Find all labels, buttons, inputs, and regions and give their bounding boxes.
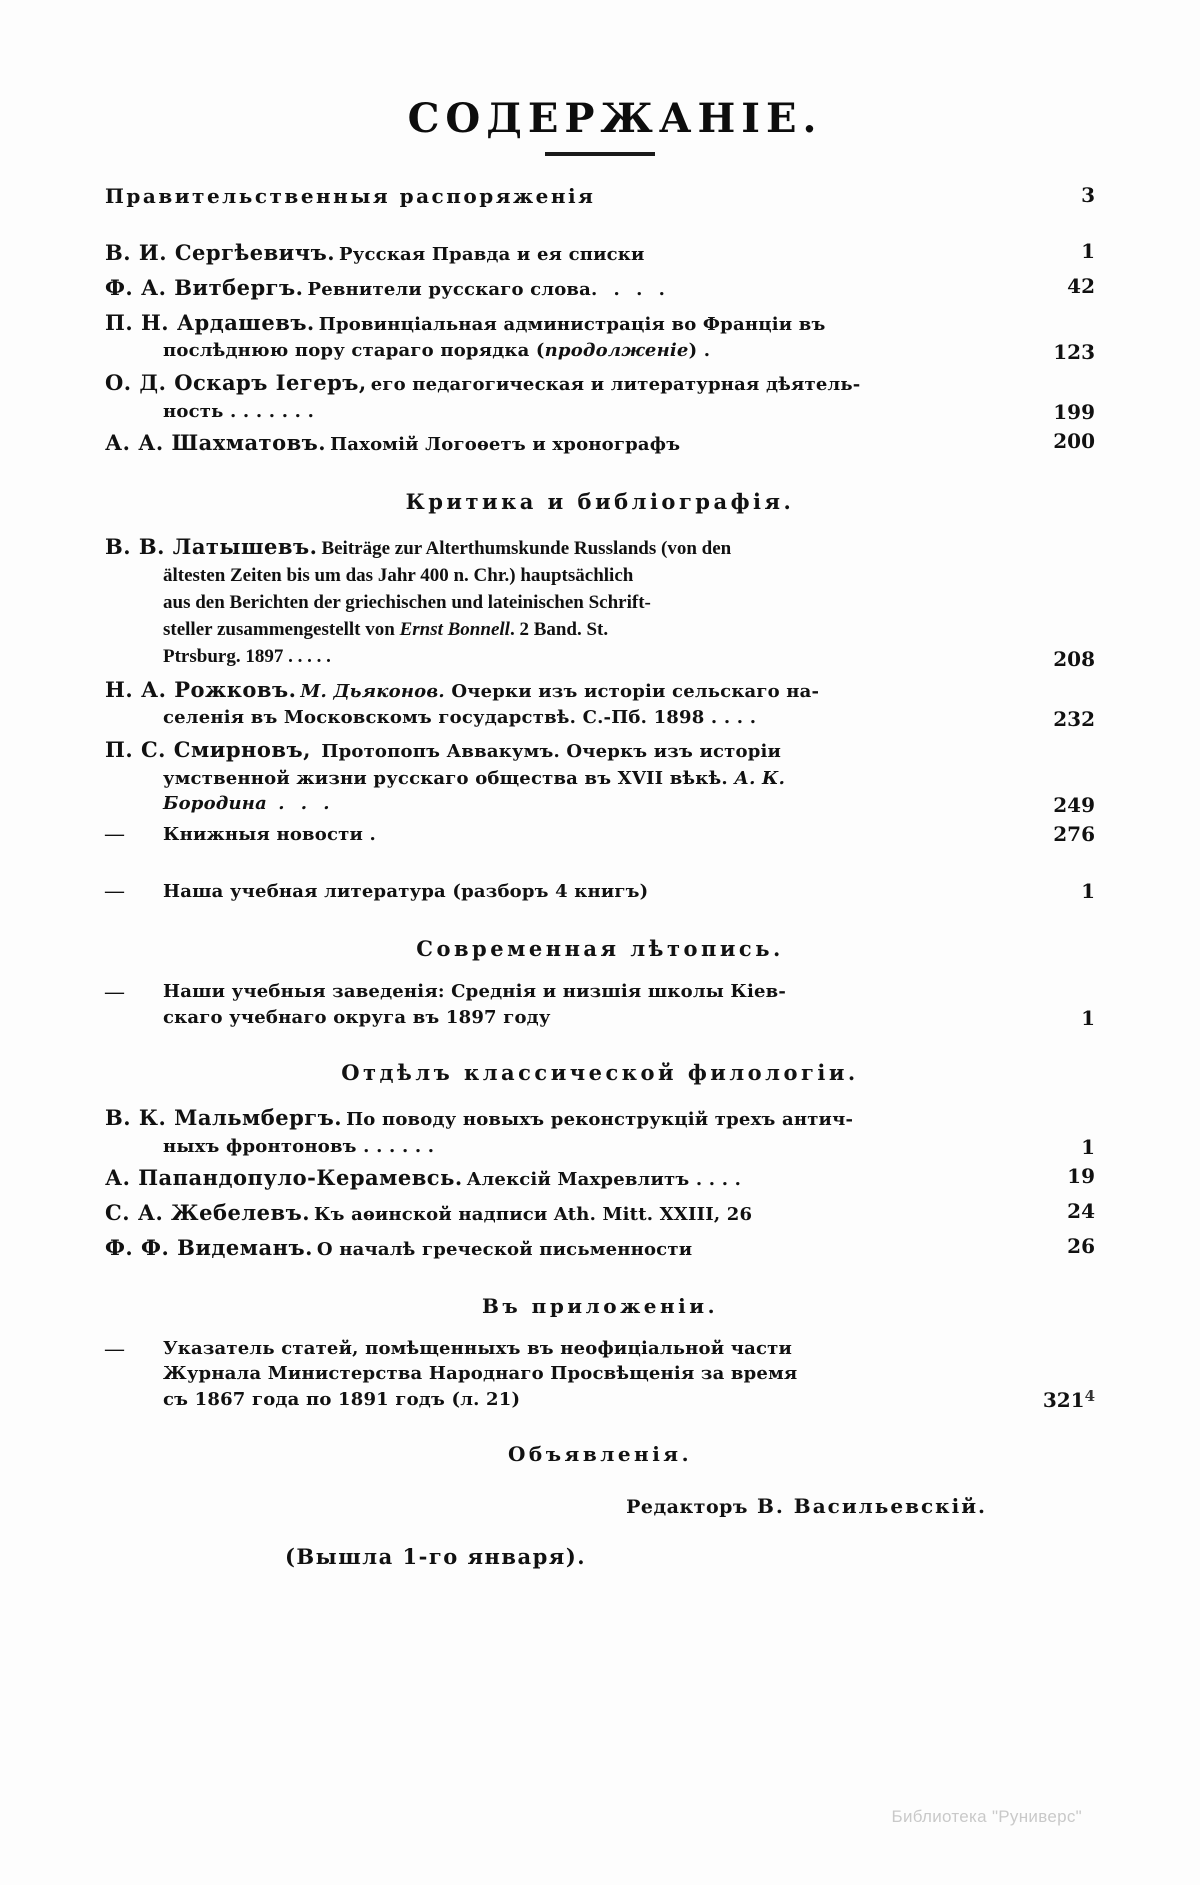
- entry-author: О. Д. Оскаръ Іегеръ,: [105, 370, 367, 395]
- entry-author: А. А. Шахматовъ.: [105, 430, 327, 456]
- entry-page-number: 3: [1081, 183, 1095, 207]
- entry-description: О началѣ греческой письменности: [316, 1238, 693, 1260]
- entry-body: [105, 1336, 1025, 1413]
- dash-icon: —: [105, 1338, 124, 1360]
- entry-description-line2: скаго учебнаго округа въ 1897 году: [163, 1006, 551, 1028]
- entry-description: Пахомій Логоѳетъ и хронографъ: [330, 434, 681, 456]
- entry-description-line2: ныхъ фронтоновъ . . . . . .: [163, 1135, 435, 1157]
- spacer: [105, 852, 1095, 878]
- entry-body: [105, 735, 1025, 817]
- page-title: СОДЕРЖАНІЕ.: [407, 95, 823, 142]
- section-heading-classical: Отдѣлъ классической филологіи.: [341, 1060, 859, 1086]
- entry-description-line4b: . 2 Band. St.: [509, 618, 609, 640]
- entry-page-number: 26: [1067, 1233, 1095, 1258]
- entry-description-cont: [105, 338, 1009, 364]
- entry-page-number: 1: [1081, 879, 1095, 904]
- entry-description: его педагогическая и литературная дѣятель-: [370, 374, 861, 395]
- entry-body: [105, 675, 1025, 731]
- entry-author: П. Н. Ардашевъ.: [105, 309, 315, 335]
- entry-author: В. К. Мальмбергъ.: [105, 1105, 343, 1131]
- entry-body: [105, 428, 1025, 459]
- entry-description-line3: [105, 791, 1009, 817]
- entry-description-line2a: умственной жизни русскаго общества въ XVII вѣкѣ.: [163, 767, 735, 789]
- entry-description-line2: ältesten Zeiten bis um das Jahr 400 n. Chr.) hauptsächlich: [163, 564, 634, 586]
- entry-description-line2: Журнала Министерства Народнаго Просвѣщенія за время: [163, 1363, 798, 1385]
- toc-entry: [105, 428, 1095, 459]
- entry-description-line4a: steller zusammengestellt von: [163, 618, 400, 640]
- entry-body: [105, 308, 1025, 364]
- table-of-contents: [105, 95, 1095, 1569]
- section-heading-appendix: Въ приложеніи.: [481, 1293, 719, 1318]
- entry-description-line3: aus den Berichten der griechischen und lateinischen Schrift-: [163, 591, 651, 613]
- entry-page-number-value: 321: [1042, 1388, 1085, 1413]
- toc-entry-chronicle: [105, 979, 1095, 1030]
- entry-author: Н. А. Рожковъ.: [105, 676, 297, 702]
- library-watermark: Библиотека "Руниверс": [891, 1807, 1082, 1826]
- entry-body: [105, 1103, 1025, 1159]
- entry-author: С. А. Жебелевъ.: [105, 1200, 311, 1226]
- entry-body: [105, 878, 1025, 906]
- entry-description: Книжныя новости .: [163, 823, 376, 845]
- entry-description-line2: послѣднюю пору стараго порядка (: [163, 340, 545, 362]
- toc-entry: [105, 273, 1095, 304]
- entry-page-number: 19: [1067, 1164, 1095, 1189]
- entry-description-line2: [105, 766, 1009, 792]
- entry-author: Ф. Ф. Видеманъ.: [105, 1234, 313, 1260]
- dash-icon: —: [105, 982, 124, 1004]
- entry-description-italic: продолженіе: [544, 340, 689, 362]
- toc-entry: [105, 368, 1095, 424]
- entry-body: [105, 1198, 1025, 1229]
- entry-author: Ф. А. Витбергъ.: [105, 275, 304, 301]
- toc-entry: [105, 675, 1095, 731]
- entry-description-line1: Наши учебныя заведенія: Среднія и низшія школы Кіев-: [163, 981, 787, 1003]
- entry-description: Beiträge zur Alterthumskunde Russlands (von den: [321, 537, 732, 559]
- entry-page-number: 200: [1053, 429, 1095, 454]
- entry-description-line5: Ptrsburg. 1897 . . . . .: [163, 645, 331, 667]
- entry-body: [105, 238, 1025, 269]
- entry-body: [105, 273, 1025, 304]
- entry-body: [105, 821, 1025, 849]
- dash-icon: —: [105, 823, 124, 845]
- entry-page-number: 249: [1053, 792, 1095, 817]
- main-entries-list: [105, 238, 1095, 459]
- entry-description-line2-end: ) .: [688, 340, 711, 362]
- entry-page-number: 276: [1053, 821, 1095, 846]
- entry-body: [105, 368, 1025, 424]
- entry-description: Протопопъ Аввакумъ. Очеркъ изъ исторіи: [314, 741, 782, 762]
- entry-description-italic-tail: А. К.: [734, 767, 786, 789]
- entry-page-number: [1025, 1387, 1095, 1412]
- toc-entry: [105, 1103, 1095, 1159]
- entry-page-number: 1: [1081, 1135, 1095, 1160]
- toc-entry-textbook-literature: [105, 878, 1095, 906]
- page-number-superscript: 4: [1084, 1387, 1095, 1406]
- toc-entry-appendix: [105, 1336, 1095, 1413]
- entry-description-line3: съ 1867 года по 1891 годъ (л. 21): [163, 1388, 521, 1410]
- issue-date-line: (Вышла 1-го января).: [285, 1544, 587, 1570]
- entry-leader-dots: . . .: [266, 793, 335, 815]
- criticism-entries-list: [105, 532, 1095, 849]
- entry-author: А. Папандопуло-Керамевсь.: [105, 1165, 463, 1191]
- entry-description: Русская Правда и ея списки: [339, 244, 645, 266]
- entry-description-line4: [105, 617, 1009, 644]
- entry-page-number: 1: [1081, 1006, 1095, 1031]
- entry-description: Провинціальная администрація во Франціи въ: [318, 313, 826, 335]
- entry-description: Очерки изъ исторіи сельскаго на-: [444, 680, 820, 702]
- government-section: [105, 182, 1095, 210]
- entry-author: В. В. Латышевъ.: [105, 533, 318, 559]
- entry-page-number: 123: [1053, 340, 1095, 364]
- dash-icon: —: [105, 881, 124, 903]
- classical-entries-list: [105, 1103, 1095, 1263]
- entry-body: [105, 532, 1025, 671]
- entry-description-italic-tail2: Бородина: [163, 793, 267, 815]
- entry-author: В. И. Сергѣевичъ.: [105, 240, 336, 266]
- section-heading-chronicle: Современная лѣтопись.: [416, 936, 784, 962]
- entry-author: П. С. Смирновъ,: [105, 737, 311, 762]
- editor-name: В. Васильевскій.: [756, 1494, 987, 1519]
- entry-description: Алексій Махревлитъ . . . .: [466, 1169, 742, 1191]
- toc-entry: [105, 1198, 1095, 1229]
- entry-body: [105, 979, 1025, 1030]
- entry-description: По поводу новыхъ реконструкцій трехъ антич-: [346, 1109, 854, 1131]
- toc-entry: [105, 1163, 1095, 1194]
- section-heading-criticism: Критика и библіографія.: [405, 488, 795, 514]
- entry-description: Наша учебная литература (разборъ 4 книгъ): [163, 881, 649, 903]
- entry-page-number: 208: [1053, 646, 1095, 671]
- entry-description-italic-lead: М. Дьяконов.: [300, 680, 445, 702]
- entry-leader-dots: . . . .: [591, 279, 670, 301]
- entry-description-line2: селенія въ Московскомъ государствѣ. С.-Пб. 1898 . . . .: [163, 707, 757, 729]
- entry-description-italic: Ernst Bonnell: [399, 618, 510, 640]
- entry-page-number: 1: [1081, 239, 1095, 264]
- entry-description-line1: Указатель статей, помѣщенныхъ въ неофиціальной части: [163, 1337, 793, 1359]
- toc-entry: [105, 532, 1095, 671]
- toc-entry-dash: [105, 821, 1095, 849]
- section-heading-announcements: Объявленія.: [507, 1442, 693, 1467]
- title-divider: [545, 152, 655, 156]
- editor-label: Редакторъ: [626, 1496, 748, 1519]
- entry-page-number: 24: [1067, 1199, 1095, 1224]
- entry-description: Ревнители русскаго слова: [307, 279, 592, 301]
- entry-page-number: 232: [1053, 707, 1095, 731]
- toc-entry: [105, 238, 1095, 269]
- toc-entry: [105, 308, 1095, 364]
- entry-label: Правительственныя распоряженія: [105, 184, 596, 208]
- editor-line: [105, 1494, 1095, 1518]
- entry-body: [105, 1163, 1025, 1194]
- entry-description-cont: ность . . . . . . .: [163, 400, 315, 422]
- toc-entry: [105, 735, 1095, 817]
- toc-entry: [105, 1233, 1095, 1264]
- entry-page-number: 199: [1053, 400, 1095, 425]
- toc-entry-government: [105, 182, 1095, 210]
- entry-body: [105, 1233, 1025, 1264]
- entry-description: Къ аѳинской надписи Ath. Mitt. XXIII, 26: [314, 1204, 753, 1226]
- entry-page-number: 42: [1067, 274, 1095, 299]
